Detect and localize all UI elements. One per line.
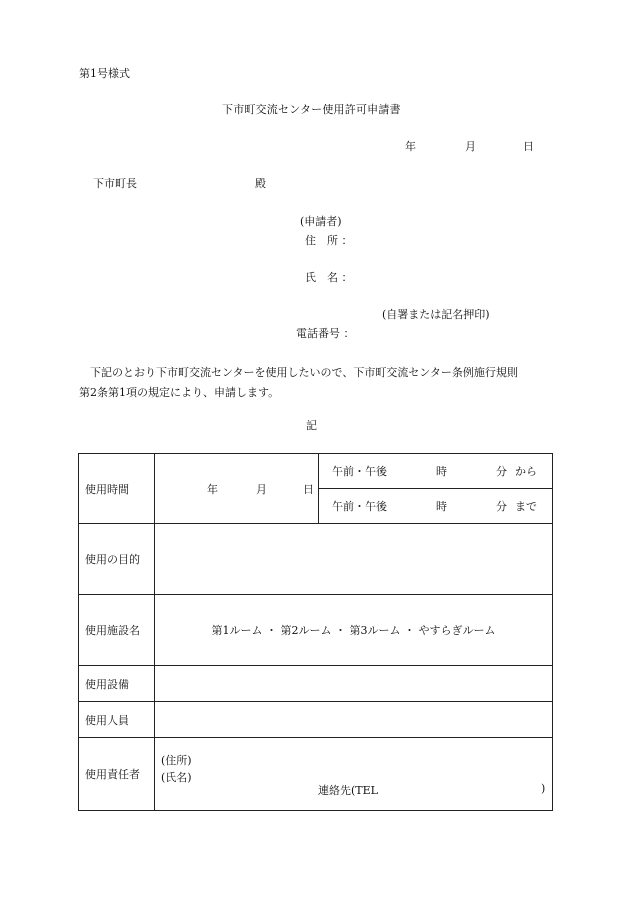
facility-options[interactable]: 第1ルーム ・ 第2ルーム ・ 第3ルーム ・ やすらぎルーム — [155, 595, 553, 666]
usage-start-time-cell[interactable] — [319, 454, 553, 489]
end-hour-label: 時 — [436, 500, 447, 513]
headcount-field[interactable] — [155, 702, 553, 738]
applicant-name-label: 氏 名 ： — [305, 271, 353, 284]
end-ampm-label: 午前・午後 — [332, 500, 387, 513]
document-title: 下市町交流センター使用許可申請書 — [222, 103, 401, 116]
contact-close-paren: ) — [541, 782, 546, 795]
end-until-label: まで — [515, 500, 537, 513]
statement-line-1: 下記のとおり下市町交流センターを使用したいので、下市町交流センター条例施行規則 — [90, 366, 518, 379]
application-date — [405, 141, 533, 153]
form-number: 第1号様式 — [79, 67, 130, 80]
usage-date-cell[interactable] — [155, 454, 319, 524]
start-hour-label: 時 — [436, 465, 447, 478]
usage-month-label: 月 — [256, 482, 267, 496]
start-ampm-label: 午前・午後 — [332, 465, 387, 478]
responsible-name-label: (氏名) — [161, 771, 192, 784]
usage-year-label: 年 — [207, 482, 218, 496]
facility-label: 使用施設名 — [79, 595, 155, 666]
headcount-label: 使用人員 — [79, 702, 155, 738]
purpose-field[interactable] — [155, 524, 553, 595]
usage-day-label: 日 — [303, 482, 314, 496]
equipment-field[interactable] — [155, 666, 553, 702]
applicant-phone-label: 電話番号 ： — [296, 327, 355, 340]
responsible-person-field[interactable] — [155, 738, 553, 811]
date-month-label: 月 — [465, 140, 476, 153]
end-minute-label: 分 — [496, 500, 507, 513]
honorific: 殿 — [255, 177, 266, 190]
signature-note: (自署または記名押印) — [382, 308, 490, 321]
usage-time-label: 使用時間 — [79, 454, 155, 524]
usage-details-table — [78, 453, 553, 811]
date-year-label: 年 — [405, 140, 416, 153]
responsible-person-label: 使用責任者 — [79, 738, 155, 811]
applicant-label: (申請者) — [300, 215, 342, 228]
purpose-label: 使用の目的 — [79, 524, 155, 595]
responsible-address-label: (住所) — [161, 754, 192, 767]
applicant-address-label: 住 所 ： — [305, 234, 353, 247]
date-day-label: 日 — [523, 140, 534, 153]
application-statement — [79, 363, 549, 403]
start-minute-label: 分 — [496, 465, 507, 478]
responsible-contact-label: 連絡先(TEL — [318, 784, 378, 797]
ki-heading: 記 — [306, 419, 317, 432]
start-from-label: から — [515, 465, 537, 478]
statement-line-2: 第2条第1項の規定により、申請します。 — [79, 386, 280, 399]
addressee: 下市町長 — [93, 177, 137, 190]
equipment-label: 使用設備 — [79, 666, 155, 702]
usage-end-time-cell[interactable] — [319, 489, 553, 524]
